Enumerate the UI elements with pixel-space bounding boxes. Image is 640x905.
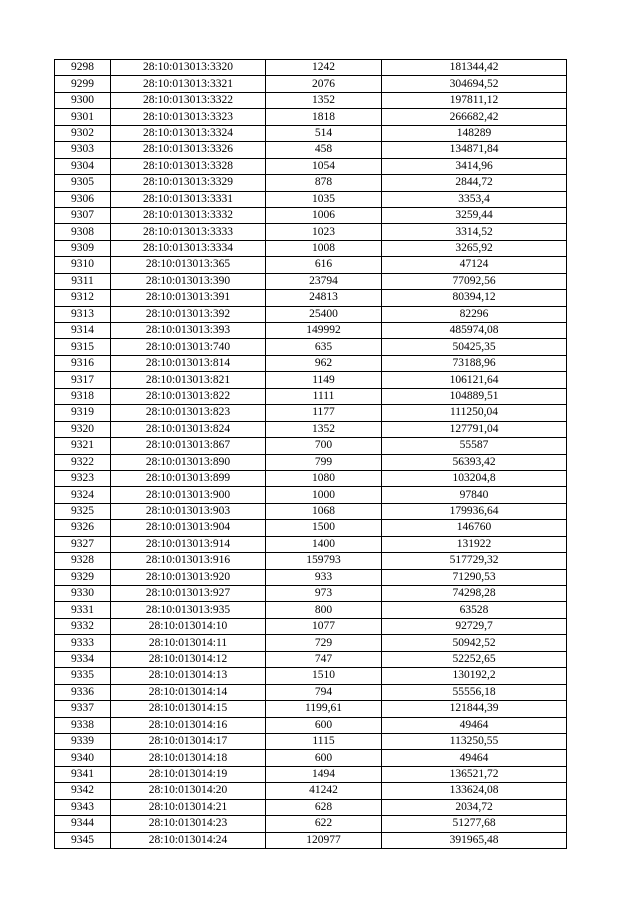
area-cell: 120977 [266, 832, 382, 848]
area-cell: 729 [266, 635, 382, 651]
table-row [55, 602, 567, 618]
table-row [55, 487, 567, 503]
area-cell: 458 [266, 142, 382, 158]
table-row [55, 553, 567, 569]
value-cell: 121844,39 [382, 701, 567, 717]
table-row [55, 470, 567, 486]
value-cell: 179936,64 [382, 503, 567, 519]
value-cell: 92729,7 [382, 618, 567, 634]
value-cell: 131922 [382, 536, 567, 552]
value-cell: 130192,2 [382, 668, 567, 684]
table-row [55, 273, 567, 289]
row-number-cell: 9326 [55, 520, 111, 536]
value-cell: 3265,92 [382, 240, 567, 256]
row-number-cell: 9320 [55, 421, 111, 437]
area-cell: 1177 [266, 405, 382, 421]
cadastral-number-cell: 28:10:013014:13 [111, 668, 266, 684]
cadastral-number-cell: 28:10:013013:890 [111, 454, 266, 470]
table-row [55, 816, 567, 832]
area-cell: 799 [266, 454, 382, 470]
row-number-cell: 9335 [55, 668, 111, 684]
cadastral-number-cell: 28:10:013014:24 [111, 832, 266, 848]
value-cell: 82296 [382, 306, 567, 322]
area-cell: 1000 [266, 487, 382, 503]
value-cell: 106121,64 [382, 372, 567, 388]
table-row [55, 257, 567, 273]
row-number-cell: 9300 [55, 92, 111, 108]
row-number-cell: 9308 [55, 224, 111, 240]
value-cell: 56393,42 [382, 454, 567, 470]
value-cell: 136521,72 [382, 766, 567, 782]
value-cell: 51277,68 [382, 816, 567, 832]
row-number-cell: 9299 [55, 76, 111, 92]
value-cell: 71290,53 [382, 569, 567, 585]
area-cell: 878 [266, 175, 382, 191]
value-cell: 50425,35 [382, 339, 567, 355]
cadastral-number-cell: 28:10:013013:814 [111, 355, 266, 371]
row-number-cell: 9341 [55, 766, 111, 782]
cadastral-number-cell: 28:10:013014:11 [111, 635, 266, 651]
cadastral-number-cell: 28:10:013013:914 [111, 536, 266, 552]
cadastral-number-cell: 28:10:013013:899 [111, 470, 266, 486]
table-row [55, 109, 567, 125]
table-row [55, 520, 567, 536]
value-cell: 50942,52 [382, 635, 567, 651]
table-row [55, 125, 567, 141]
area-cell: 1818 [266, 109, 382, 125]
row-number-cell: 9317 [55, 372, 111, 388]
value-cell: 517729,32 [382, 553, 567, 569]
value-cell: 49464 [382, 717, 567, 733]
value-cell: 133624,08 [382, 783, 567, 799]
row-number-cell: 9338 [55, 717, 111, 733]
row-number-cell: 9339 [55, 733, 111, 749]
table-row [55, 832, 567, 848]
table-row [55, 76, 567, 92]
area-cell: 616 [266, 257, 382, 273]
cadastral-number-cell: 28:10:013014:20 [111, 783, 266, 799]
value-cell: 63528 [382, 602, 567, 618]
row-number-cell: 9309 [55, 240, 111, 256]
table-row [55, 651, 567, 667]
area-cell: 1199,61 [266, 701, 382, 717]
cadastral-number-cell: 28:10:013014:10 [111, 618, 266, 634]
value-cell: 127791,04 [382, 421, 567, 437]
area-cell: 1077 [266, 618, 382, 634]
row-number-cell: 9302 [55, 125, 111, 141]
table-row [55, 191, 567, 207]
area-cell: 1023 [266, 224, 382, 240]
cadastral-number-cell: 28:10:013013:927 [111, 586, 266, 602]
cadastral-number-cell: 28:10:013014:18 [111, 750, 266, 766]
area-cell: 23794 [266, 273, 382, 289]
row-number-cell: 9324 [55, 487, 111, 503]
value-cell: 304694,52 [382, 76, 567, 92]
cadastral-number-cell: 28:10:013013:822 [111, 388, 266, 404]
cadastral-number-cell: 28:10:013013:920 [111, 569, 266, 585]
value-cell: 113250,55 [382, 733, 567, 749]
table-row [55, 750, 567, 766]
cadastral-number-cell: 28:10:013013:740 [111, 339, 266, 355]
value-cell: 49464 [382, 750, 567, 766]
cadastral-number-cell: 28:10:013013:900 [111, 487, 266, 503]
row-number-cell: 9329 [55, 569, 111, 585]
row-number-cell: 9333 [55, 635, 111, 651]
cadastral-number-cell: 28:10:013014:23 [111, 816, 266, 832]
cadastral-number-cell: 28:10:013013:3329 [111, 175, 266, 191]
row-number-cell: 9298 [55, 60, 111, 76]
cadastral-number-cell: 28:10:013013:3320 [111, 60, 266, 76]
value-cell: 80394,12 [382, 290, 567, 306]
table-row [55, 339, 567, 355]
table-row [55, 355, 567, 371]
row-number-cell: 9313 [55, 306, 111, 322]
value-cell: 134871,84 [382, 142, 567, 158]
cadastral-number-cell: 28:10:013013:390 [111, 273, 266, 289]
table-row [55, 421, 567, 437]
value-cell: 391965,48 [382, 832, 567, 848]
area-cell: 933 [266, 569, 382, 585]
table-row [55, 668, 567, 684]
table-row [55, 618, 567, 634]
row-number-cell: 9310 [55, 257, 111, 273]
value-cell: 103204,8 [382, 470, 567, 486]
row-number-cell: 9321 [55, 438, 111, 454]
table-row [55, 405, 567, 421]
table-row [55, 142, 567, 158]
cadastral-number-cell: 28:10:013013:3326 [111, 142, 266, 158]
area-cell: 1352 [266, 421, 382, 437]
table-row [55, 92, 567, 108]
value-cell: 3353,4 [382, 191, 567, 207]
table-row [55, 438, 567, 454]
row-number-cell: 9318 [55, 388, 111, 404]
parcel-table [54, 59, 567, 849]
area-cell: 1510 [266, 668, 382, 684]
table-row [55, 224, 567, 240]
row-number-cell: 9343 [55, 799, 111, 815]
cadastral-number-cell: 28:10:013013:823 [111, 405, 266, 421]
value-cell: 104889,51 [382, 388, 567, 404]
area-cell: 1054 [266, 158, 382, 174]
row-number-cell: 9342 [55, 783, 111, 799]
cadastral-number-cell: 28:10:013014:21 [111, 799, 266, 815]
value-cell: 2844,72 [382, 175, 567, 191]
area-cell: 628 [266, 799, 382, 815]
cadastral-number-cell: 28:10:013013:3328 [111, 158, 266, 174]
cadastral-number-cell: 28:10:013013:3322 [111, 92, 266, 108]
value-cell: 74298,28 [382, 586, 567, 602]
area-cell: 1400 [266, 536, 382, 552]
value-cell: 181344,42 [382, 60, 567, 76]
area-cell: 700 [266, 438, 382, 454]
value-cell: 2034,72 [382, 799, 567, 815]
table-body [55, 60, 567, 849]
value-cell: 52252,65 [382, 651, 567, 667]
cadastral-number-cell: 28:10:013013:824 [111, 421, 266, 437]
row-number-cell: 9345 [55, 832, 111, 848]
row-number-cell: 9312 [55, 290, 111, 306]
cadastral-number-cell: 28:10:013013:392 [111, 306, 266, 322]
table-row [55, 536, 567, 552]
table-row [55, 372, 567, 388]
table-row [55, 766, 567, 782]
row-number-cell: 9331 [55, 602, 111, 618]
area-cell: 41242 [266, 783, 382, 799]
table-row [55, 783, 567, 799]
area-cell: 149992 [266, 323, 382, 339]
row-number-cell: 9306 [55, 191, 111, 207]
table-row [55, 175, 567, 191]
cadastral-number-cell: 28:10:013013:935 [111, 602, 266, 618]
area-cell: 635 [266, 339, 382, 355]
cadastral-number-cell: 28:10:013013:393 [111, 323, 266, 339]
cadastral-number-cell: 28:10:013014:15 [111, 701, 266, 717]
table-row [55, 290, 567, 306]
area-cell: 973 [266, 586, 382, 602]
value-cell: 3259,44 [382, 207, 567, 223]
area-cell: 25400 [266, 306, 382, 322]
row-number-cell: 9332 [55, 618, 111, 634]
row-number-cell: 9322 [55, 454, 111, 470]
row-number-cell: 9340 [55, 750, 111, 766]
row-number-cell: 9311 [55, 273, 111, 289]
cadastral-number-cell: 28:10:013014:14 [111, 684, 266, 700]
area-cell: 622 [266, 816, 382, 832]
area-cell: 1035 [266, 191, 382, 207]
row-number-cell: 9304 [55, 158, 111, 174]
area-cell: 1494 [266, 766, 382, 782]
cadastral-number-cell: 28:10:013014:19 [111, 766, 266, 782]
table-row [55, 323, 567, 339]
table-row [55, 569, 567, 585]
cadastral-number-cell: 28:10:013013:3324 [111, 125, 266, 141]
row-number-cell: 9301 [55, 109, 111, 125]
row-number-cell: 9336 [55, 684, 111, 700]
cadastral-number-cell: 28:10:013013:3331 [111, 191, 266, 207]
row-number-cell: 9316 [55, 355, 111, 371]
cadastral-number-cell: 28:10:013013:3321 [111, 76, 266, 92]
area-cell: 1111 [266, 388, 382, 404]
area-cell: 514 [266, 125, 382, 141]
row-number-cell: 9325 [55, 503, 111, 519]
row-number-cell: 9344 [55, 816, 111, 832]
table-row [55, 717, 567, 733]
table-row [55, 701, 567, 717]
value-cell: 3414,96 [382, 158, 567, 174]
area-cell: 1006 [266, 207, 382, 223]
row-number-cell: 9334 [55, 651, 111, 667]
row-number-cell: 9314 [55, 323, 111, 339]
table-row [55, 60, 567, 76]
table-row [55, 207, 567, 223]
value-cell: 3314,52 [382, 224, 567, 240]
area-cell: 2076 [266, 76, 382, 92]
cadastral-number-cell: 28:10:013013:391 [111, 290, 266, 306]
cadastral-number-cell: 28:10:013014:12 [111, 651, 266, 667]
row-number-cell: 9305 [55, 175, 111, 191]
row-number-cell: 9328 [55, 553, 111, 569]
value-cell: 148289 [382, 125, 567, 141]
cadastral-number-cell: 28:10:013013:3333 [111, 224, 266, 240]
value-cell: 485974,08 [382, 323, 567, 339]
area-cell: 600 [266, 717, 382, 733]
area-cell: 600 [266, 750, 382, 766]
table-row [55, 684, 567, 700]
value-cell: 55587 [382, 438, 567, 454]
table-row [55, 733, 567, 749]
area-cell: 1008 [266, 240, 382, 256]
row-number-cell: 9327 [55, 536, 111, 552]
cadastral-number-cell: 28:10:013013:3334 [111, 240, 266, 256]
value-cell: 111250,04 [382, 405, 567, 421]
table-row [55, 799, 567, 815]
cadastral-number-cell: 28:10:013014:17 [111, 733, 266, 749]
cadastral-number-cell: 28:10:013013:867 [111, 438, 266, 454]
value-cell: 266682,42 [382, 109, 567, 125]
cadastral-number-cell: 28:10:013013:903 [111, 503, 266, 519]
row-number-cell: 9323 [55, 470, 111, 486]
table-row [55, 454, 567, 470]
area-cell: 800 [266, 602, 382, 618]
cadastral-number-cell: 28:10:013014:16 [111, 717, 266, 733]
row-number-cell: 9307 [55, 207, 111, 223]
table-row [55, 240, 567, 256]
cadastral-number-cell: 28:10:013013:821 [111, 372, 266, 388]
table-row [55, 586, 567, 602]
table-row [55, 635, 567, 651]
row-number-cell: 9303 [55, 142, 111, 158]
area-cell: 24813 [266, 290, 382, 306]
value-cell: 97840 [382, 487, 567, 503]
table-row [55, 388, 567, 404]
area-cell: 1068 [266, 503, 382, 519]
area-cell: 962 [266, 355, 382, 371]
area-cell: 794 [266, 684, 382, 700]
row-number-cell: 9319 [55, 405, 111, 421]
value-cell: 77092,56 [382, 273, 567, 289]
area-cell: 1080 [266, 470, 382, 486]
area-cell: 1149 [266, 372, 382, 388]
value-cell: 47124 [382, 257, 567, 273]
area-cell: 1500 [266, 520, 382, 536]
cadastral-number-cell: 28:10:013013:916 [111, 553, 266, 569]
area-cell: 1115 [266, 733, 382, 749]
cadastral-number-cell: 28:10:013013:904 [111, 520, 266, 536]
cadastral-number-cell: 28:10:013013:365 [111, 257, 266, 273]
row-number-cell: 9330 [55, 586, 111, 602]
area-cell: 1242 [266, 60, 382, 76]
area-cell: 159793 [266, 553, 382, 569]
value-cell: 197811,12 [382, 92, 567, 108]
area-cell: 1352 [266, 92, 382, 108]
row-number-cell: 9315 [55, 339, 111, 355]
value-cell: 146760 [382, 520, 567, 536]
table-row [55, 503, 567, 519]
cadastral-number-cell: 28:10:013013:3332 [111, 207, 266, 223]
row-number-cell: 9337 [55, 701, 111, 717]
area-cell: 747 [266, 651, 382, 667]
value-cell: 73188,96 [382, 355, 567, 371]
cadastral-number-cell: 28:10:013013:3323 [111, 109, 266, 125]
value-cell: 55556,18 [382, 684, 567, 700]
table-row [55, 158, 567, 174]
table-row [55, 306, 567, 322]
